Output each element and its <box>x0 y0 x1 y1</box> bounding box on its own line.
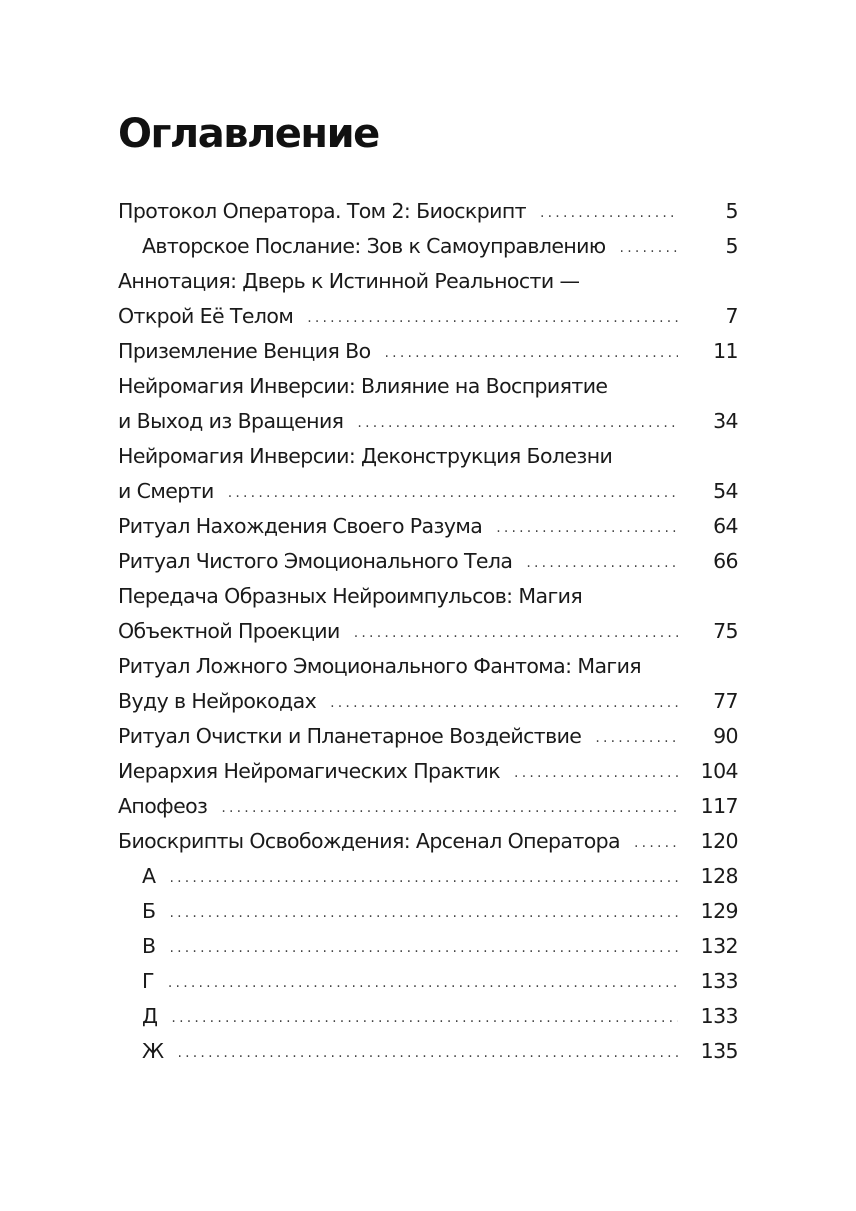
toc-subentry[interactable] <box>118 929 738 964</box>
toc-entry-first-line[interactable]: Передача Образных Нейроимпульсов: Магия <box>118 584 583 608</box>
toc-page-number: 128 <box>700 864 738 888</box>
dot-leader <box>385 336 678 371</box>
toc-entry-first-line[interactable]: Аннотация: Дверь к Истинной Реальности — <box>118 269 580 293</box>
dot-leader <box>514 756 678 791</box>
toc-page-number: 129 <box>700 899 738 923</box>
dot-leader <box>354 616 678 651</box>
toc-entry[interactable] <box>118 544 738 579</box>
toc-entry-title: Протокол Оператора. Том 2: Биоскрипт <box>118 199 526 223</box>
toc-page-number: 75 <box>713 619 738 643</box>
toc-page-number: 34 <box>713 409 738 433</box>
toc-entry[interactable] <box>118 789 738 824</box>
dot-leader <box>221 791 678 826</box>
toc-page-number: 11 <box>713 339 738 363</box>
toc-page-number: 117 <box>700 794 738 818</box>
toc-entry[interactable] <box>118 334 738 369</box>
toc-page-number: 104 <box>700 759 738 783</box>
toc-entry-title: Д <box>142 1004 158 1028</box>
toc-entry-title: Объектной Проекции <box>118 619 340 643</box>
toc-subentry[interactable] <box>118 859 738 894</box>
toc-entry[interactable] <box>118 824 738 859</box>
dot-leader <box>169 931 678 966</box>
toc-entry[interactable] <box>118 404 738 439</box>
toc-subentry[interactable] <box>118 894 738 929</box>
toc-entry-title: и Выход из Вращения <box>118 409 344 433</box>
toc-page-number: 77 <box>713 689 738 713</box>
dot-leader <box>171 1001 678 1036</box>
toc-entry[interactable] <box>118 719 738 754</box>
toc-entry-title: Иерархия Нейромагических Практик <box>118 759 501 783</box>
page-title: Оглавление <box>118 111 379 157</box>
dot-leader <box>595 721 678 756</box>
dot-leader <box>526 546 678 581</box>
dot-leader <box>540 196 678 231</box>
toc-page-number: 66 <box>713 549 738 573</box>
toc-entry-first-line[interactable]: Нейромагия Инверсии: Влияние на Восприятие <box>118 374 608 398</box>
toc-list <box>118 194 738 1069</box>
dot-leader <box>634 826 678 861</box>
toc-entry-title: Ритуал Нахождения Своего Разума <box>118 514 483 538</box>
dot-leader <box>330 686 678 721</box>
dot-leader <box>496 511 678 546</box>
toc-entry-title: Апофеоз <box>118 794 208 818</box>
toc-entry[interactable] <box>118 474 738 509</box>
dot-leader <box>169 896 678 931</box>
toc-entry-title: Приземление Венция Во <box>118 339 371 363</box>
toc-entry-title: А <box>142 864 156 888</box>
dot-leader <box>177 1036 678 1071</box>
dot-leader <box>357 406 678 441</box>
toc-entry[interactable] <box>118 614 738 649</box>
toc-entry-title: Г <box>142 969 154 993</box>
dot-leader <box>228 476 678 511</box>
toc-page-number: 5 <box>725 234 738 258</box>
toc-entry[interactable] <box>118 299 738 334</box>
toc-entry[interactable] <box>118 684 738 719</box>
toc-entry-title: Открой Её Телом <box>118 304 294 328</box>
toc-page-number: 64 <box>713 514 738 538</box>
toc-page-number: 54 <box>713 479 738 503</box>
toc-entry-first-line[interactable]: Ритуал Ложного Эмоционального Фантома: Магия <box>118 654 642 678</box>
dot-leader <box>620 231 678 266</box>
dot-leader <box>168 966 678 1001</box>
toc-page-number: 133 <box>700 969 738 993</box>
toc-page-number: 7 <box>725 304 738 328</box>
toc-subentry[interactable] <box>118 999 738 1034</box>
toc-entry-first-line[interactable]: Нейромагия Инверсии: Деконструкция Болезни <box>118 444 613 468</box>
toc-entry[interactable] <box>118 754 738 789</box>
toc-entry-title: Биоскрипты Освобождения: Арсенал Оператора <box>118 829 621 853</box>
toc-subentry[interactable] <box>118 1034 738 1069</box>
toc-page-number: 132 <box>700 934 738 958</box>
toc-entry-title: Авторское Послание: Зов к Самоуправлению <box>142 234 606 258</box>
toc-entry-title: Ритуал Очистки и Планетарное Воздействие <box>118 724 582 748</box>
toc-page-number: 120 <box>700 829 738 853</box>
toc-entry-title: Ж <box>142 1039 164 1063</box>
dot-leader <box>307 301 678 336</box>
toc-page-number: 135 <box>700 1039 738 1063</box>
dot-leader <box>169 861 678 896</box>
toc-entry-title: В <box>142 934 156 958</box>
toc-page-number: 90 <box>713 724 738 748</box>
toc-entry[interactable] <box>118 509 738 544</box>
toc-entry[interactable] <box>118 194 738 229</box>
toc-subentry[interactable] <box>118 964 738 999</box>
toc-entry-title: Б <box>142 899 156 923</box>
toc-entry-title: и Смерти <box>118 479 214 503</box>
toc-page-number: 5 <box>725 199 738 223</box>
toc-entry-title: Ритуал Чистого Эмоционального Тела <box>118 549 513 573</box>
toc-entry-title: Вуду в Нейрокодах <box>118 689 317 713</box>
toc-subentry[interactable] <box>118 229 738 264</box>
toc-page-number: 133 <box>700 1004 738 1028</box>
